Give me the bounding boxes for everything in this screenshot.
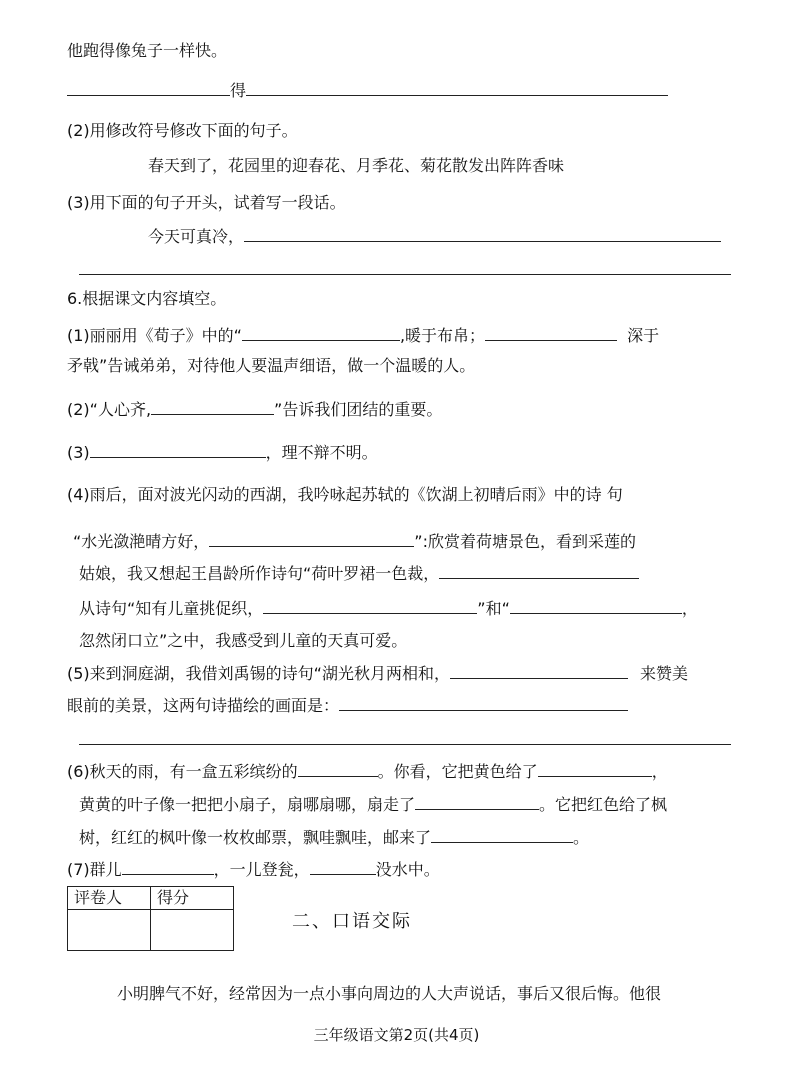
answer-rule[interactable]	[79, 744, 731, 745]
q6-item-4-line4: 从诗句“知有儿童挑促织， ”和“ ，	[79, 599, 698, 618]
answer-blank[interactable]	[246, 79, 668, 96]
section-title: 二、口语交际	[292, 911, 412, 932]
q6-item-5: (5)来到洞庭湖，我借刘禹锡的诗句“湖光秋月两相和， 来赞美	[67, 664, 688, 683]
answer-blank[interactable]	[415, 793, 539, 810]
score-cell[interactable]	[151, 910, 234, 951]
q6-item-3: (3) ，理不辩不明。	[67, 443, 378, 462]
q6-item-4-line5: 忽然闭口立”之中，我感受到儿童的天真可爱。	[79, 631, 408, 650]
answer-blank[interactable]	[90, 441, 266, 458]
q6-item-2: (2)“人心齐, ”告诉我们团结的重要。	[67, 400, 443, 419]
grader-table	[67, 886, 234, 951]
q5-item-3: (3)用下面的句子开头，试着写一段话。	[67, 193, 346, 212]
answer-blank[interactable]	[209, 530, 414, 547]
answer-blank[interactable]	[510, 597, 682, 614]
answer-blank[interactable]	[538, 760, 652, 777]
section2-intro: 小明脾气不好，经常因为一点小事向周边的人大声说话，事后又很后悔。他很	[117, 984, 662, 1003]
q6-item-6: (6)秋天的雨，有一盒五彩缤纷的 。你看，它把黄色给了 ，	[67, 762, 668, 781]
answer-blank[interactable]	[485, 324, 617, 341]
answer-blank[interactable]	[310, 858, 376, 875]
answer-blank[interactable]	[431, 826, 573, 843]
q6-item-1: (1)丽丽用《荀子》中的“ ,暖于布帛； 深于	[67, 326, 660, 345]
answer-blank[interactable]	[439, 562, 639, 579]
q5-item-2-sentence: 春天到了，花园里的迎春花、月季花、菊花散发出阵阵香味	[148, 156, 565, 175]
answer-blank[interactable]	[263, 597, 477, 614]
q6-item-6-line3: 树，红红的枫叶像一枚枚邮票，飘哇飘哇，邮来了 。	[79, 828, 590, 847]
q6-item-1-cont: 矛戟”告诫弟弟，对待他人要温声细语，做一个温暖的人。	[67, 356, 476, 375]
grader-label: 评卷人	[68, 887, 151, 910]
answer-blank[interactable]	[242, 324, 400, 341]
score-label: 得分	[151, 887, 234, 910]
q6-item-4: (4)雨后，面对波光闪动的西湖，我吟咏起苏轼的《饮湖上初晴后雨》中的诗 句	[67, 485, 623, 504]
answer-blank[interactable]	[450, 662, 628, 679]
grader-cell[interactable]	[68, 910, 151, 951]
q5-sentence: 他跑得像兔子一样快。	[67, 41, 228, 60]
q6-item-4-line3: 姑娘，我又想起王昌龄所作诗句“荷叶罗裙一色裁，	[79, 562, 639, 585]
page-footer: 三年级语文第2页(共4页)	[313, 1026, 480, 1044]
q6-item-7: (7)群儿 ，一儿登瓮， 没水中。	[67, 860, 440, 879]
q5-item-2: (2)用修改符号修改下面的句子。	[67, 121, 298, 140]
q6-item-5-cont: 眼前的美景，这两句诗描绘的画面是：	[67, 694, 628, 717]
q5-item-3-start: 今天可真冷，	[148, 225, 721, 248]
answer-rule[interactable]	[79, 274, 731, 275]
q5-answer-line: 得	[67, 79, 668, 102]
answer-blank[interactable]	[67, 79, 230, 96]
q6-item-4-line2: “水光潋滟晴方好， ”:欣赏着荷塘景色，看到采莲的	[73, 532, 636, 551]
q6-title: 6.根据课文内容填空。	[67, 289, 227, 308]
answer-blank[interactable]	[122, 858, 214, 875]
answer-blank[interactable]	[244, 225, 721, 242]
answer-blank[interactable]	[298, 760, 378, 777]
answer-blank[interactable]	[151, 398, 274, 415]
q6-item-6-line2: 黄黄的叶子像一把把小扇子，扇哪扇哪，扇走了 。它把红色给了枫	[79, 795, 668, 814]
answer-blank[interactable]	[339, 694, 628, 711]
